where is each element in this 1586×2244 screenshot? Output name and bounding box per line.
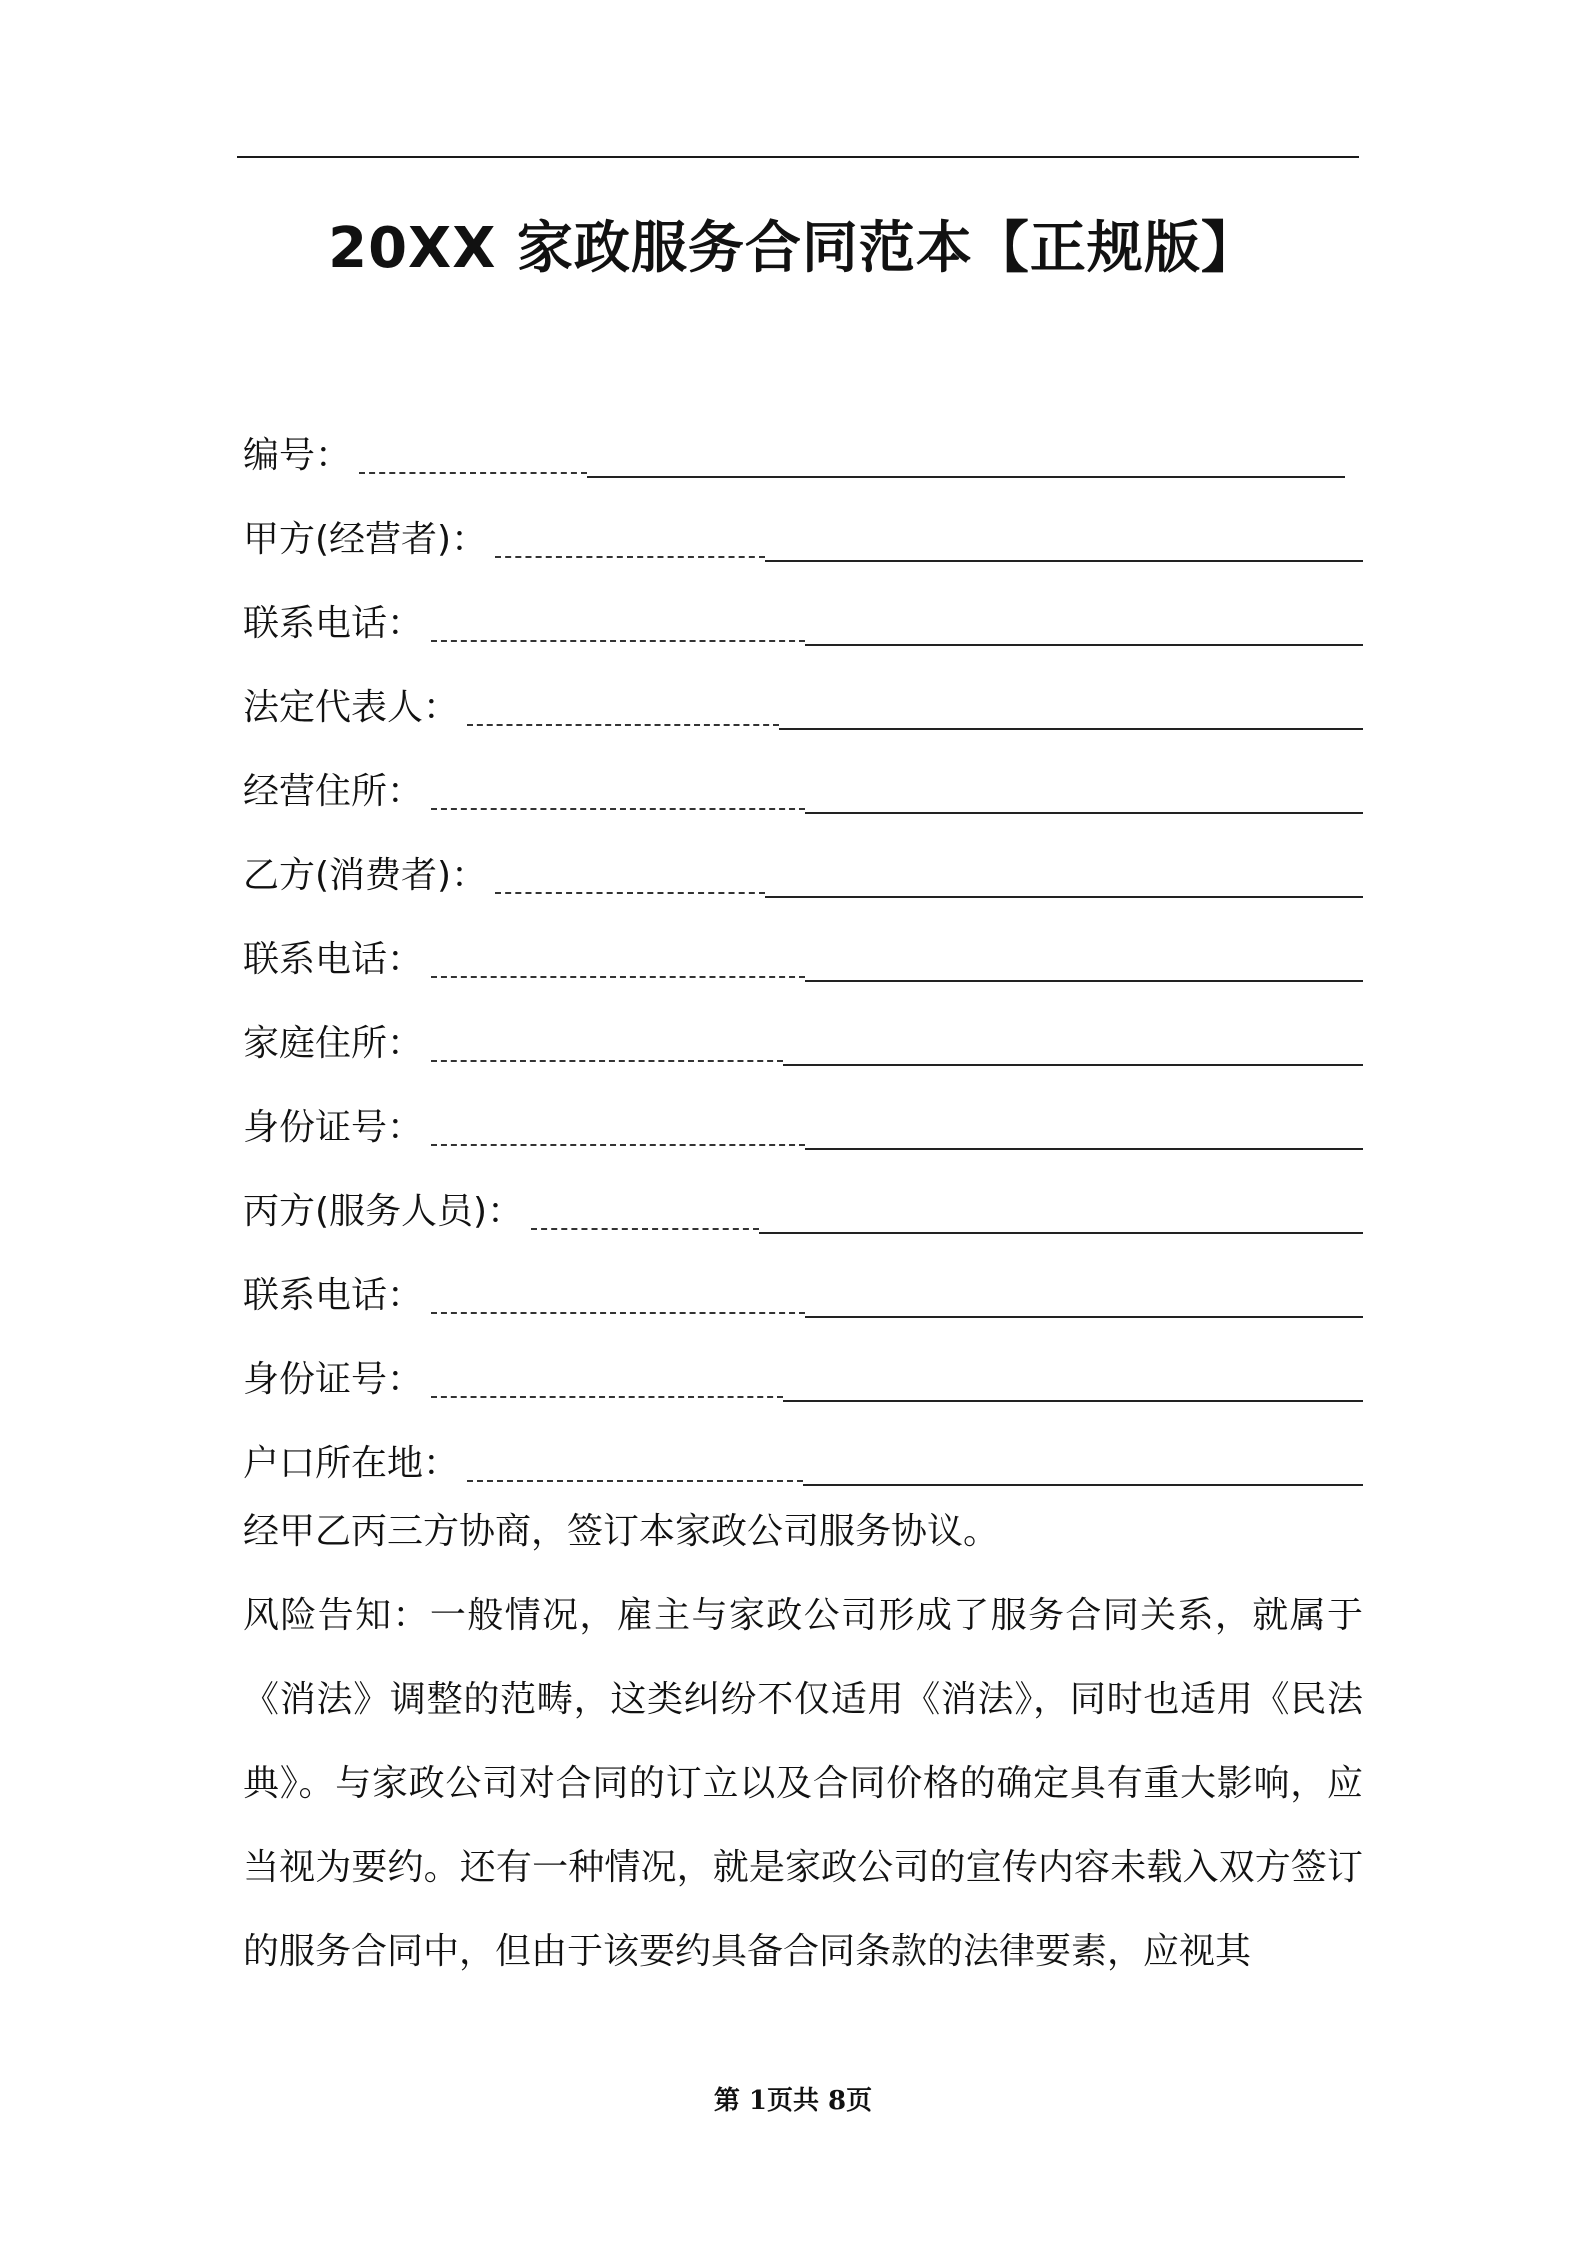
field-label: 身份证号： bbox=[243, 1107, 424, 1148]
field-party-a-phone bbox=[243, 568, 1363, 652]
field-blank[interactable] bbox=[431, 1026, 783, 1062]
field-underline[interactable] bbox=[805, 778, 1363, 814]
field-blank[interactable] bbox=[359, 438, 587, 474]
field-label: 联系电话： bbox=[243, 939, 424, 980]
field-blank[interactable] bbox=[431, 1362, 783, 1398]
field-blank[interactable] bbox=[431, 1278, 805, 1314]
field-underline[interactable] bbox=[783, 1030, 1363, 1066]
field-underline[interactable] bbox=[765, 862, 1363, 898]
field-blank[interactable] bbox=[495, 522, 765, 558]
field-party-b bbox=[243, 820, 1363, 904]
field-blank[interactable] bbox=[431, 942, 805, 978]
field-underline[interactable] bbox=[805, 1114, 1363, 1150]
field-label: 联系电话： bbox=[243, 603, 424, 644]
field-label: 户口所在地： bbox=[243, 1443, 460, 1484]
field-blank[interactable] bbox=[431, 606, 805, 642]
risk-notice-paragraph: 风险告知：一般情况，雇主与家政公司形成了服务合同关系，就属于《消法》调整的范畴，这类纠纷不仅适用《消法》，同时也适用《民法典》。与家政公司对合同的订立以及合同价格的确定具有重大影响，应当视为要约。还有一种情况，就是家政公司的宣传内容未载入双方签订的服务合同中，但由于该要约具备合同条款的法律要素，应视其 bbox=[243, 1595, 1363, 1972]
field-blank[interactable] bbox=[431, 1110, 805, 1146]
field-contract-number bbox=[243, 400, 1363, 484]
document-title: 20XX 家政服务合同范本【正规版】 bbox=[328, 216, 1258, 281]
field-underline[interactable] bbox=[765, 526, 1363, 562]
agreement-statement: 经甲乙丙三方协商，签订本家政公司服务协议。 bbox=[243, 1511, 1000, 1552]
header-rule bbox=[237, 156, 1359, 158]
field-label: 乙方(消费者)： bbox=[243, 855, 488, 896]
party-info-fields bbox=[243, 400, 1363, 1492]
field-label: 家庭住所： bbox=[243, 1023, 424, 1064]
field-label: 丙方(服务人员)： bbox=[243, 1191, 524, 1232]
page-number: 第 1页共 8页 bbox=[713, 2086, 873, 2116]
field-label: 编号： bbox=[243, 435, 352, 476]
field-label: 经营住所： bbox=[243, 771, 424, 812]
field-underline[interactable] bbox=[805, 610, 1363, 646]
field-label: 身份证号： bbox=[243, 1359, 424, 1400]
field-blank[interactable] bbox=[467, 1446, 803, 1482]
field-business-address bbox=[243, 736, 1363, 820]
field-party-c bbox=[243, 1156, 1363, 1240]
field-underline[interactable] bbox=[779, 694, 1363, 730]
field-blank[interactable] bbox=[531, 1194, 759, 1230]
field-household-registration bbox=[243, 1408, 1363, 1492]
field-label: 甲方(经营者)： bbox=[243, 519, 488, 560]
field-party-b-id bbox=[243, 1072, 1363, 1156]
field-home-address bbox=[243, 988, 1363, 1072]
field-party-a bbox=[243, 484, 1363, 568]
field-label: 联系电话： bbox=[243, 1275, 424, 1316]
field-party-b-phone bbox=[243, 904, 1363, 988]
field-party-c-id bbox=[243, 1324, 1363, 1408]
field-blank[interactable] bbox=[467, 690, 779, 726]
contract-body bbox=[243, 1490, 1363, 1994]
field-blank[interactable] bbox=[495, 858, 765, 894]
field-underline[interactable] bbox=[587, 442, 1345, 478]
field-underline[interactable] bbox=[805, 946, 1363, 982]
field-underline[interactable] bbox=[759, 1198, 1363, 1234]
field-underline[interactable] bbox=[803, 1450, 1363, 1486]
field-legal-representative bbox=[243, 652, 1363, 736]
field-underline[interactable] bbox=[783, 1366, 1363, 1402]
field-blank[interactable] bbox=[431, 774, 805, 810]
field-label: 法定代表人： bbox=[243, 687, 460, 728]
field-party-c-phone bbox=[243, 1240, 1363, 1324]
field-underline[interactable] bbox=[805, 1282, 1363, 1318]
